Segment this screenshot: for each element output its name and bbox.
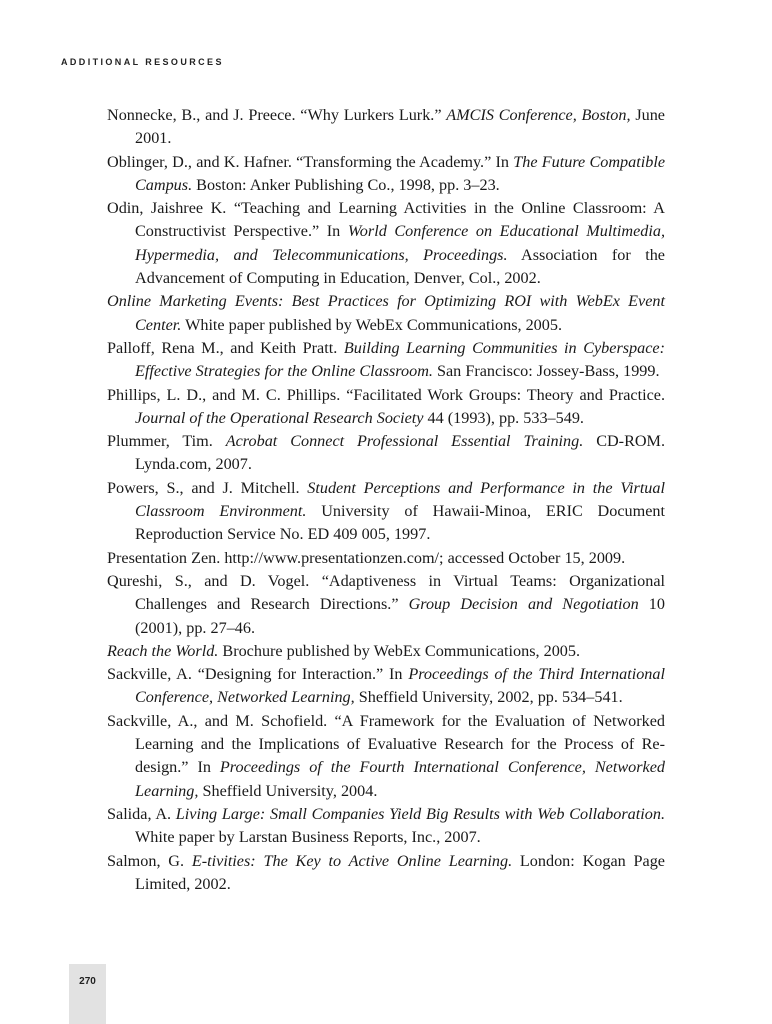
reference-text: White paper published by WebEx Communications, 2005. bbox=[181, 315, 563, 334]
reference-text: CD-ROM. Lynda.com, 2007. bbox=[135, 432, 665, 474]
reference-title: Acrobat Connect Professional Essential Training. bbox=[225, 432, 584, 451]
reference-text: Sackville, A. “Designing for Interaction.” In bbox=[107, 665, 409, 684]
reference-title: World Conference on Educational Multimedia, Hypermedia, and Telecommunications, Proceedings. bbox=[135, 222, 665, 264]
reference-text: Nonnecke, B., and J. Preece. “Why Lurkers Lurk.” bbox=[107, 106, 447, 124]
reference-text: Association for the Advancement of Computing in Education, Denver, Col., 2002. bbox=[135, 245, 665, 288]
reference-text: Sackville, A., and M. Schofield. “A Framework for the Evaluation of Networked Learning and the Implications of Evaluative Research for the Process of Re-design.” In bbox=[107, 711, 665, 777]
reference-text: Boston: Anker Publishing Co., 1998, pp. 3–23. bbox=[192, 175, 500, 194]
reference-title: Proceedings of the Fourth International Conference, Networked Learning, bbox=[135, 758, 665, 800]
reference-text: Presentation Zen. http://www.presentationzen.com/; accessed October 15, 2009. bbox=[107, 548, 626, 567]
reference-text: Sheffield University, 2004. bbox=[198, 781, 378, 800]
reference-entry bbox=[107, 663, 665, 710]
page-number: 270 bbox=[79, 976, 96, 987]
reference-entry bbox=[107, 430, 665, 477]
reference-title: Online Marketing Events: Best Practices for Optimizing ROI with WebEx Event Center. bbox=[107, 292, 665, 334]
reference-text: Powers, S., and J. Mitchell. bbox=[107, 478, 308, 497]
reference-entry bbox=[107, 570, 665, 640]
reference-text: 44 (1993), pp. 533–549. bbox=[423, 408, 584, 427]
reference-title: Journal of the Operational Research Society bbox=[135, 408, 424, 427]
reference-text: San Francisco: Jossey-Bass, 1999. bbox=[432, 362, 660, 381]
reference-text: Brochure published by WebEx Communications, 2005. bbox=[218, 641, 581, 660]
reference-entry bbox=[107, 384, 665, 431]
running-head: ADDITIONAL RESOURCES bbox=[61, 57, 224, 67]
reference-text: Phillips, L. D., and M. C. Phillips. “Facilitated Work Groups: Theory and Practice. bbox=[107, 385, 665, 404]
reference-entry bbox=[107, 803, 665, 850]
reference-list bbox=[107, 104, 665, 896]
reference-text: Sheffield University, 2002, pp. 534–541. bbox=[354, 688, 623, 707]
reference-title: Student Perceptions and Performance in the Virtual Classroom Environment. bbox=[135, 478, 665, 521]
reference-text: Salida, A. bbox=[107, 804, 176, 823]
reference-text: June 2001. bbox=[135, 106, 665, 148]
reference-title: The Future Compatible Campus. bbox=[135, 152, 665, 194]
reference-entry bbox=[107, 547, 665, 570]
page-number-tab bbox=[69, 964, 106, 1024]
reference-text: Salmon, G. bbox=[107, 851, 192, 870]
reference-entry bbox=[107, 151, 665, 198]
reference-title: E-tivities: The Key to Active Online Learning. bbox=[191, 851, 513, 870]
reference-text: Plummer, Tim. bbox=[107, 432, 226, 451]
reference-text: Palloff, Rena M., and Keith Pratt. bbox=[107, 338, 344, 357]
reference-text: 10 (2001), pp. 27–46. bbox=[135, 595, 665, 637]
reference-title: Reach the World. bbox=[107, 641, 219, 660]
reference-entry bbox=[107, 104, 665, 151]
reference-text: London: Kogan Page Limited, 2002. bbox=[135, 851, 665, 893]
reference-entry bbox=[107, 197, 665, 290]
reference-entry bbox=[107, 290, 665, 337]
reference-entry bbox=[107, 337, 665, 384]
reference-entry bbox=[107, 477, 665, 547]
reference-entry bbox=[107, 850, 665, 897]
reference-title: Living Large: Small Companies Yield Big Results with Web Collaboration. bbox=[175, 804, 665, 823]
reference-text: Oblinger, D., and K. Hafner. “Transforming the Academy.” In bbox=[107, 152, 514, 171]
reference-title: Group Decision and Negotiation bbox=[408, 595, 639, 614]
reference-entry bbox=[107, 640, 665, 663]
reference-title: AMCIS Conference, Boston, bbox=[446, 106, 631, 124]
reference-text: Qureshi, S., and D. Vogel. “Adaptiveness in Virtual Teams: Organizational Challenges and Research Directions.” bbox=[107, 571, 665, 614]
reference-entry bbox=[107, 710, 665, 803]
reference-text: University of Hawaii-Minoa, ERIC Document Reproduction Service No. ED 409 005, 1997. bbox=[135, 502, 665, 544]
reference-title: Proceedings of the Third International Conference, Networked Learning, bbox=[135, 665, 665, 707]
reference-title: Building Learning Communities in Cyberspace: Effective Strategies for the Online Classroom. bbox=[135, 338, 666, 381]
reference-text: Odin, Jaishree K. “Teaching and Learning Activities in the Online Classroom: A Constructivist Perspective.” In bbox=[107, 199, 665, 241]
reference-text: White paper by Larstan Business Reports, Inc., 2007. bbox=[135, 828, 481, 847]
